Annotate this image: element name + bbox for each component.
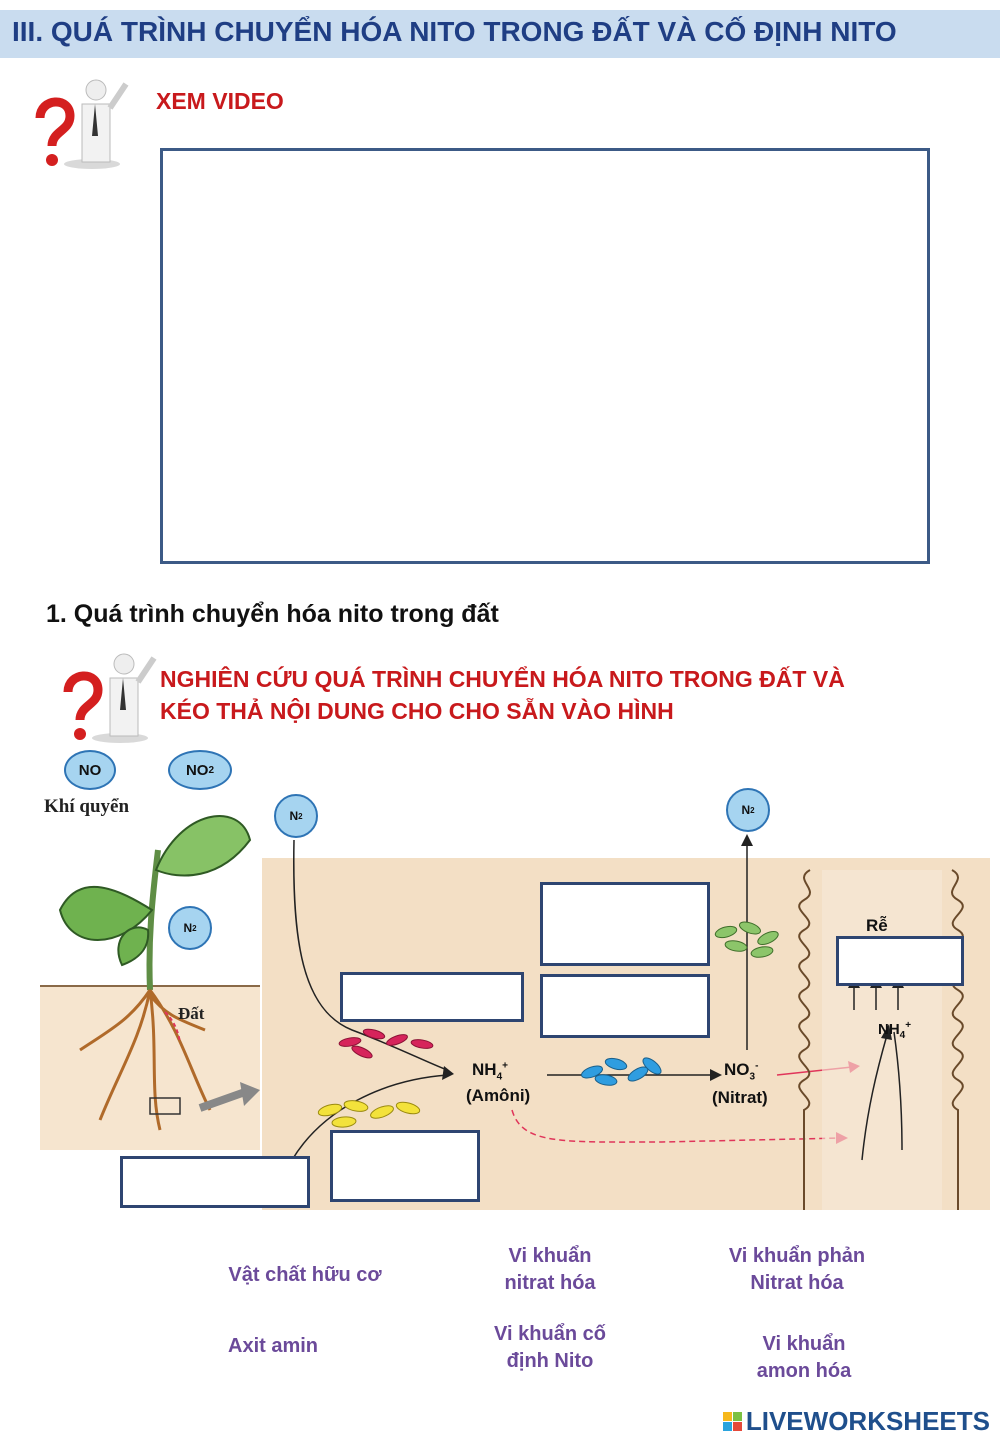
- drop-target-2[interactable]: [540, 974, 710, 1038]
- question-man-icon: [58, 650, 158, 745]
- root-ammonium-formula: $NH_4^+$: [878, 1020, 912, 1041]
- drop-target-1[interactable]: [540, 882, 710, 966]
- task-line-1: NGHIÊN CỨU QUÁ TRÌNH CHUYỂN HÓA NITO TRONG ĐẤT VÀ: [160, 666, 845, 692]
- option-nitrogen-fixing-bacteria[interactable]: Vi khuẩn cố định Nito: [494, 1323, 606, 1372]
- drop-target-4[interactable]: [836, 936, 964, 986]
- plant-illustration: [40, 790, 260, 1150]
- brand-mark-icon: [723, 1412, 742, 1431]
- brand-logo: [723, 1406, 990, 1437]
- section-title: 1. Quá trình chuyển hóa nito trong đất: [46, 600, 499, 628]
- option-denitrifying-bacteria[interactable]: Vi khuẩn phản Nitrat hóa: [728, 1245, 866, 1294]
- drop-target-6[interactable]: [120, 1156, 310, 1208]
- drop-target-5[interactable]: [330, 1130, 480, 1202]
- option-amino-acid[interactable]: Axit amin: [228, 1335, 319, 1357]
- ammonium-name: (Amôni): [466, 1086, 531, 1105]
- option-ammonifying-bacteria[interactable]: Vi khuẩn amon hóa: [756, 1333, 852, 1382]
- video-title: XEM VIDEO: [156, 88, 284, 114]
- soil-label: Đất: [178, 1004, 205, 1023]
- nitrate-name: (Nitrat): [712, 1088, 768, 1107]
- n2-molecule: N 2: [274, 794, 318, 838]
- page-title: III. QUÁ TRÌNH CHUYỂN HÓA NITO TRONG ĐẤT VÀ CỐ ĐỊNH NITO: [12, 16, 897, 47]
- n2-molecule: N 2: [726, 788, 770, 832]
- atmosphere-label: Khí quyển: [44, 796, 130, 817]
- brand-name: LIVEWORKSHEETS: [745, 1406, 990, 1436]
- option-nitrifying-bacteria[interactable]: Vi khuẩn nitrat hóa: [504, 1245, 596, 1294]
- option-organic-matter[interactable]: Vật chất hữu cơ: [228, 1264, 382, 1286]
- drop-target-3[interactable]: [340, 972, 524, 1022]
- video-frame[interactable]: [160, 148, 930, 564]
- nitrate-formula: $NO_3^-$: [724, 1060, 759, 1083]
- root-label: Rễ: [866, 916, 888, 935]
- no2-molecule: NO 2: [168, 750, 232, 790]
- ammonium-formula: $NH_4^+$: [472, 1060, 508, 1083]
- task-line-2: KÉO THẢ NỘI DUNG CHO CHO SẴN VÀO HÌNH: [160, 698, 674, 724]
- n2-molecule: N 2: [168, 906, 212, 950]
- question-man-icon: [30, 76, 130, 171]
- no-molecule: NO: [64, 750, 116, 790]
